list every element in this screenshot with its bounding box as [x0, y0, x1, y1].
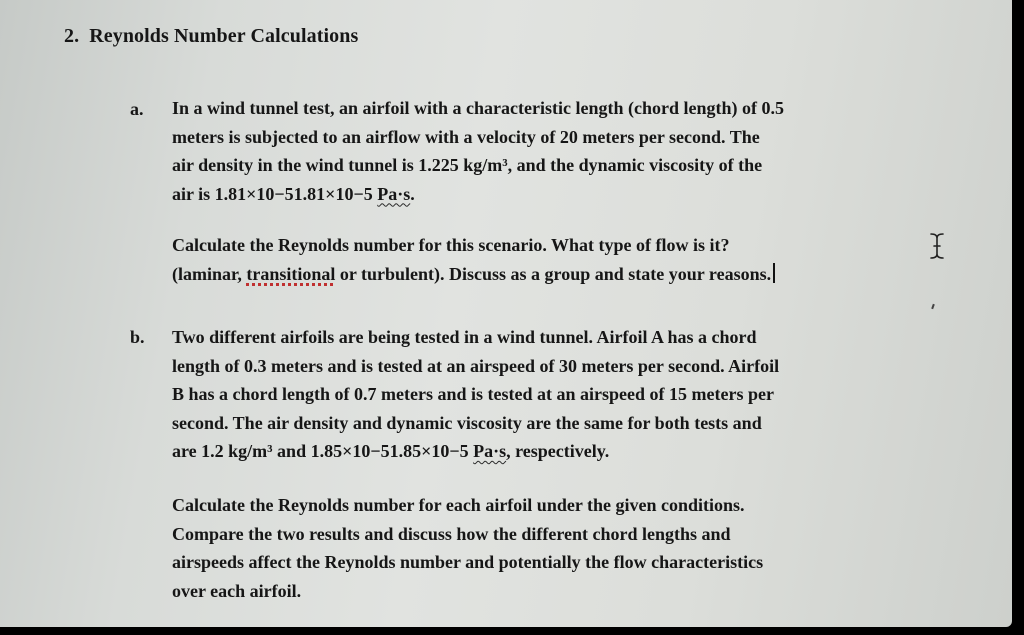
unit-pa-s: Pa·s — [377, 183, 411, 204]
spellcheck-word: transitional — [246, 263, 336, 284]
text-line — [172, 437, 894, 466]
text-line: over each airfoil. — [172, 580, 302, 601]
pen-mark — [931, 304, 935, 309]
text-line: Calculate the Reynolds number for this scenario. What type of flow is it? — [172, 235, 730, 255]
text-line: Compare the two results and discuss how the different chord lengths and — [172, 523, 731, 544]
text-fragment: (laminar, — [172, 263, 247, 284]
item-a-paragraph-2[interactable] — [172, 231, 894, 288]
unit-pa-s: Pa·s — [473, 441, 507, 461]
section-title: Reynolds Number Calculations — [89, 25, 359, 47]
text-line: Two different airfoils are being tested in a wind tunnel. Airfoil A has a chord — [172, 327, 757, 347]
text-line: second. The air density and dynamic viscosity are the same for both tests and — [172, 412, 762, 433]
item-b-paragraph-2 — [172, 491, 894, 605]
item-a-paragraph-1 — [172, 94, 894, 208]
text-line: B has a chord length of 0.7 meters and is tested at an airspeed of 15 meters per — [172, 384, 774, 404]
text-line — [172, 180, 894, 209]
sentence-end: . — [410, 183, 415, 204]
item-b-marker: b. — [130, 327, 145, 347]
text-line: In a wind tunnel test, an airfoil with a characteristic length (chord length) of 0.5 — [172, 98, 784, 118]
section-number: 2. — [64, 25, 80, 47]
text-line: airspeeds affect the Reynolds number and potentially the flow characteristics — [172, 552, 764, 572]
sentence-end: , respectively. — [506, 441, 610, 461]
text-line: length of 0.3 meters and is tested at an airspeed of 30 meters per second. Airfoil — [172, 355, 780, 376]
section-heading — [64, 25, 358, 48]
text-cursor-ibeam-icon — [928, 232, 946, 260]
text-line: Calculate the Reynolds number for each airfoil under the given conditions. — [172, 495, 745, 515]
text-line: meters is subjected to an airflow with a velocity of 20 meters per second. The — [172, 126, 760, 147]
density-viscosity-values: are 1.2 kg/m³ and 1.85×10−51.85×10−5 — [172, 441, 474, 461]
text-fragment: or turbulent). Discuss as a group and state your reasons. — [335, 263, 772, 284]
text-line: air density in the wind tunnel is 1.225 kg/m³, and the dynamic viscosity of the — [172, 155, 763, 175]
text-caret — [773, 263, 775, 283]
text-line — [172, 260, 894, 289]
viscosity-value: air is 1.81×10−51.81×10−5 — [172, 183, 378, 204]
item-a-marker: a. — [130, 99, 144, 119]
item-b-paragraph-1 — [172, 323, 894, 466]
